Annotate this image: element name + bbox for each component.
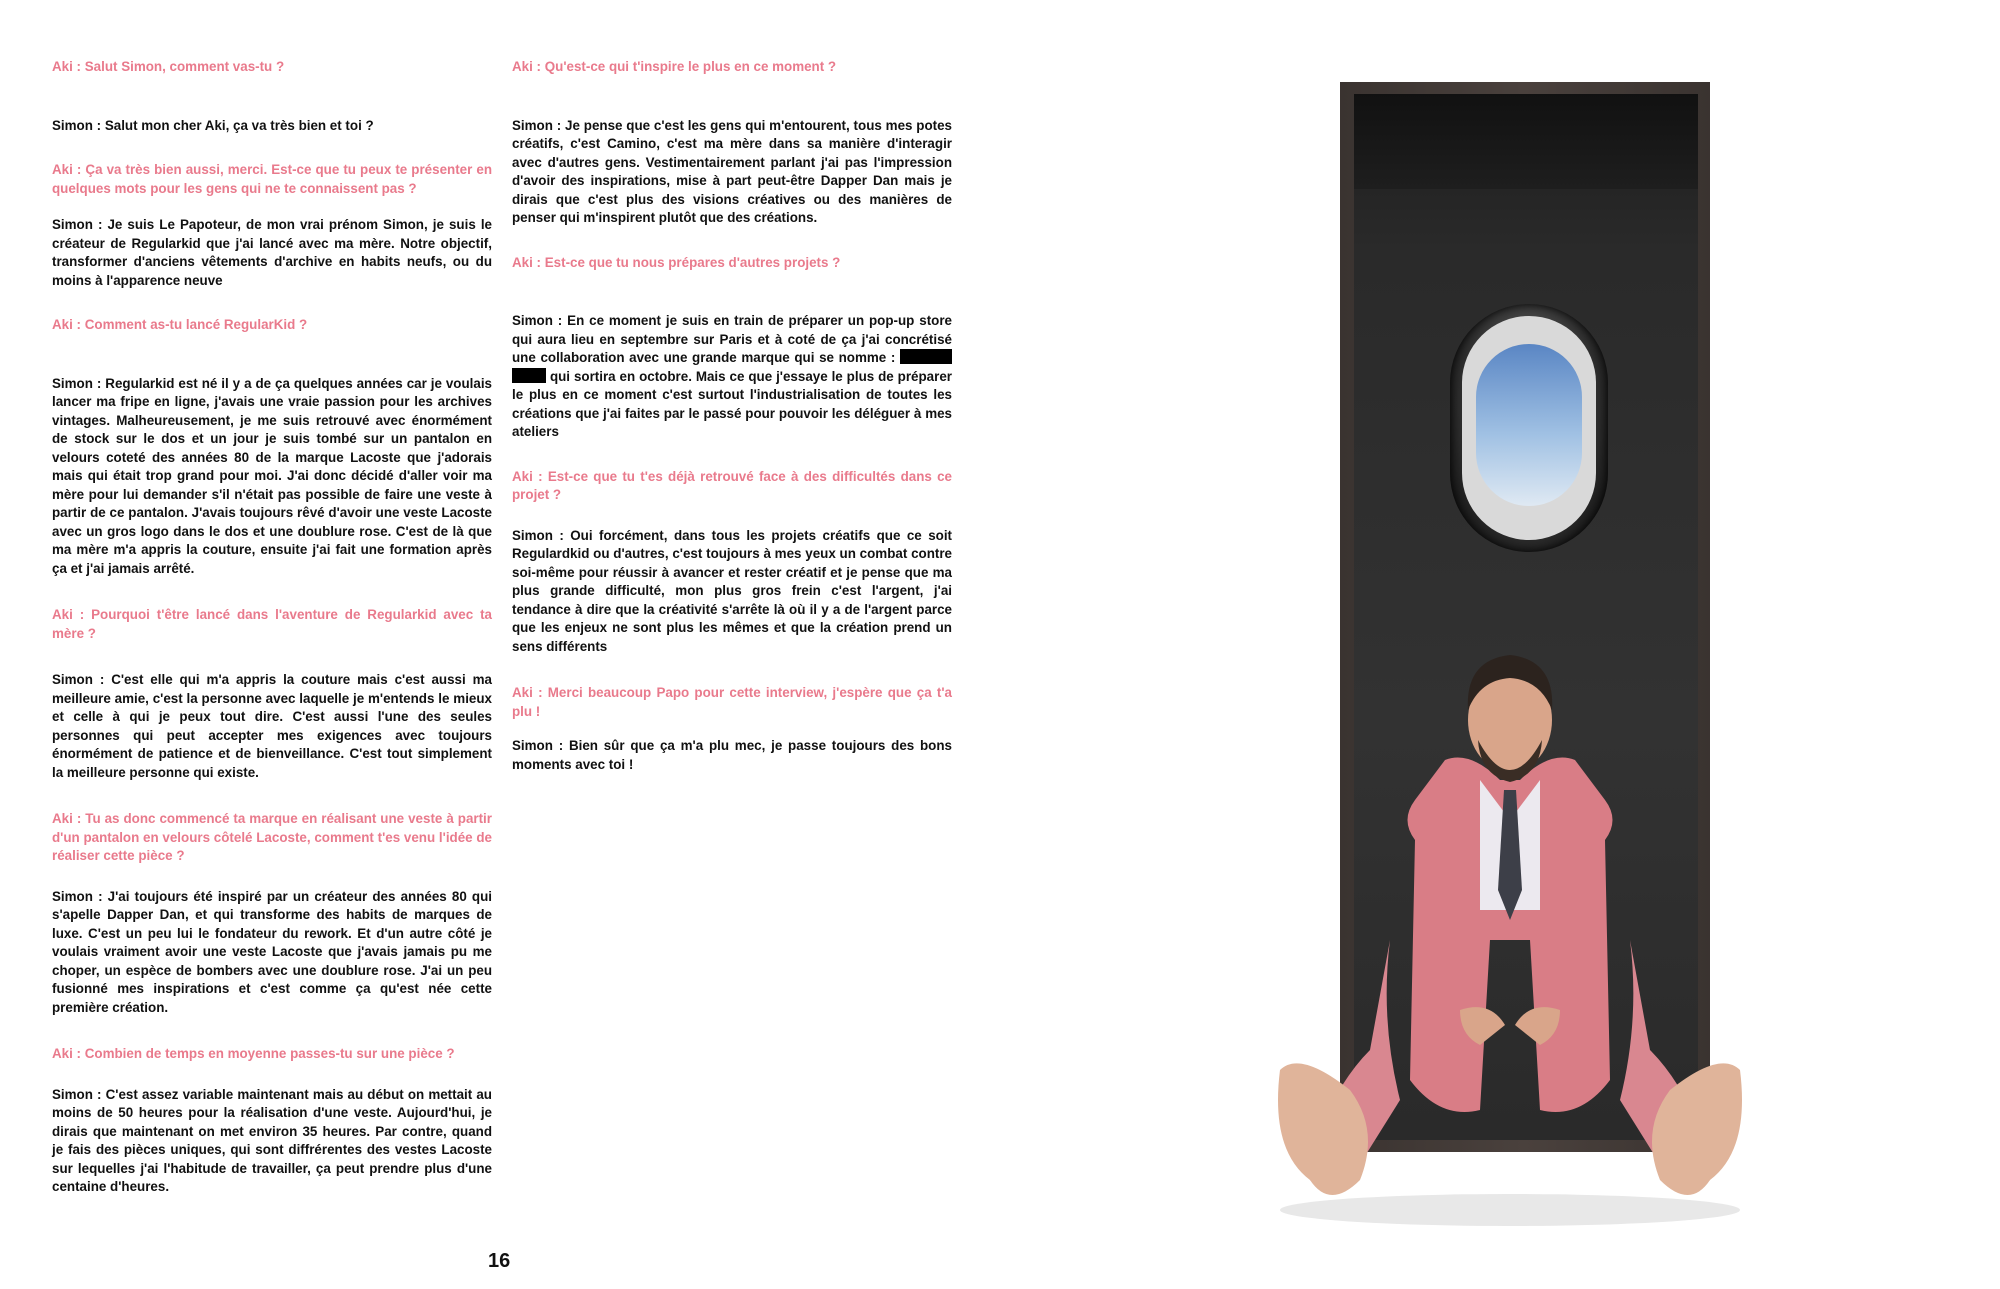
page-number: 16 [488,1250,511,1272]
question-3: Aki : Comment as-tu lancé RegularKid ? [52,317,308,332]
answer-2: Simon : Je suis Le Papoteur, de mon vrai prénom Simon, je suis le créateur de Regularkid que j'ai lancé avec ma mère. Notre objectif, transformer d'anciens vêtements d'archive en habits neufs, ou du moins à l'apparence neuve [52,217,492,288]
question-4: Aki : Pourquoi t'être lancé dans l'aventure de Regularkid avec ta mère ? [52,607,492,641]
interview-right-column [512,58,952,774]
answer-8-part-1: Simon : En ce moment je suis en train de préparer un pop-up store qui aura lieu en septembre sur Paris et à coté de ça j'ai concrétisé une collaboration avec une grande marque qui se nomme : [512,313,952,365]
answer-9: Simon : Oui forcément, dans tous les projets créatifs que ce soit Regulardkid ou d'autres, c'est toujours à mes yeux un combat contre soi-même pour réussir à avancer et rester créatif et je pense que ma plus grande difficulté, mon plus gros frein c'est l'argent, j'ai tendance à dire que la créativité s'arrête là où il y a de l'argent parce que les enjeux ne sont plus les mêmes et que la création prend un sens différents [512,527,952,654]
answer-3: Simon : Regularkid est né il y a de ça quelques années car je voulais lancer ma fripe en ligne, j'avais une vraie passion pour les archives vintages. Malheureusement, je me suis retrouvé avec énormément de stock sur le dos et un jour je suis tombé sur un pantalon en velours coteté des années 80 de la marque Lacoste que j'adorais mais qui était trop grand pour moi. J'ai donc décidé d'aller voir ma mère pour lui demander s'il n'était pas possible de faire une veste à partir de ce pantalon. J'avais toujours rêvé d'avoir une veste Lacoste avec un gros logo dans le dos et une doublure rose. C'est de là que ma mère m'a appris la couture, ensuite j'ai fait une formation après ça et j'ai jamais arrêté. [52,375,492,576]
question-8: Aki : Est-ce que tu nous prépares d'autres projets ? [512,254,841,270]
question-10: Aki : Merci beaucoup Papo pour cette interview, j'espère que ça t'a plu ! [512,685,952,719]
answer-6: Simon : C'est assez variable maintenant mais au début on mettait au moins de 50 heures pour la réalisation d'une veste. Aujourd'hui, je dirais que maintenant on met environ 35 heures. Par contre, quand je fais des pièces uniques, qui sont diffrérentes des vestes Lacoste sur lequelles j'ai l'habitude de travailler, ça peut prendre plus d'une centaine d'heures. [52,1086,492,1194]
redacted-brand-block [900,349,952,364]
answer-8 [512,312,952,442]
question-7: Aki : Qu'est-ce qui t'inspire le plus en ce moment ? [512,59,837,74]
redacted-brand-block [512,368,546,383]
answer-4: Simon : C'est elle qui m'a appris la couture mais c'est aussi ma meilleure amie, c'est la personne avec laquelle je m'entends le mieux et celle à qui je peux tout dire. C'est aussi l'une des seules personnes qui peut accepter mes exigences avec toujours énormément de patience et de bienveillance. C'est tout simplement la meilleure personne qui existe. [52,672,492,780]
question-9: Aki : Est-ce que tu t'es déjà retrouvé face à des difficultés dans ce projet ? [512,468,952,502]
answer-1: Simon : Salut mon cher Aki, ça va très bien et toi ? [52,117,374,133]
seated-man-figure [1240,60,1780,1240]
answer-5: Simon : J'ai toujours été inspiré par un créateur des années 80 qui s'apelle Dapper Dan, et qui transforme des habits de marques de luxe. C'est un peu lui le fondateur du rework. Et d'un autre côté je voulais vraiment avoir une veste Lacoste que j'avais jamais pu me choper, un espèce de bombers avec une doublure rose. J'ai un peu fusionné mes inspirations et c'est comme ça qu'est née cette première création. [52,888,492,1015]
answer-7: Simon : Je pense que c'est les gens qui m'entourent, tous mes potes créatifs, c'est Camino, c'est ma mère dans sa manière d'interagir avec d'autres gens. Vestimentairement parlant j'ai pas l'impression d'avoir des inspirations, mise à part peut-être Dapper Dan mais je dirais que c'est plus des visions créatives ou des manières de penser qui m'inspirent plutôt que des créations. [512,117,952,225]
question-5: Aki : Tu as donc commencé ta marque en réalisant une veste à partir d'un pantalon en velours côtelé Lacoste, comment t'es venu l'idée de réaliser cette pièce ? [52,811,492,863]
question-6: Aki : Combien de temps en moyenne passes-tu sur une pièce ? [52,1046,455,1061]
question-1: Aki : Salut Simon, comment vas-tu ? [52,59,285,74]
answer-10: Simon : Bien sûr que ça m'a plu mec, je passe toujours des bons moments avec toi ! [512,738,952,772]
question-2: Aki : Ça va très bien aussi, merci. Est-ce que tu peux te présenter en quelques mots pour les gens qui ne te connaissent pas ? [52,162,492,196]
interview-left-column [52,58,492,1197]
answer-8-part-2: qui sortira en octobre. Mais ce que j'essaye le plus de préparer le plus en ce moment c'est surtout l'industrialisation de toutes les créations que j'ai faites par le passé pour pouvoir les déléguer à mes ateliers [512,368,953,439]
portrait-photo [1240,60,1780,1240]
